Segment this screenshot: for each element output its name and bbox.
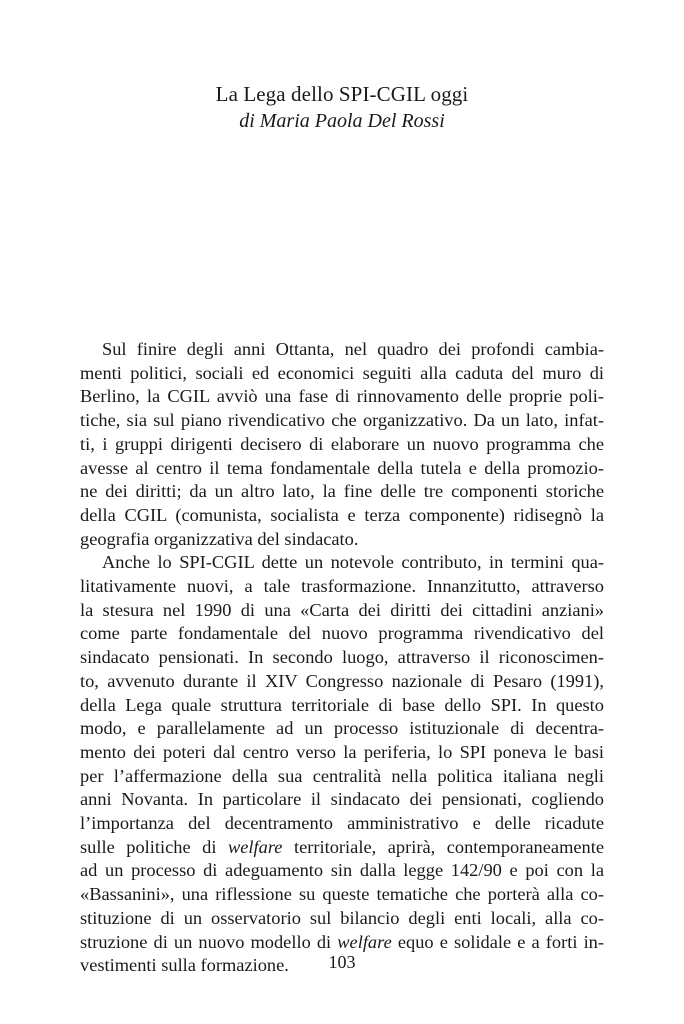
text-line: modo, e parallelamente ad un processo istituzionale di decentra- bbox=[80, 718, 604, 739]
text-line: l’importanza del decentramento amministrativo e delle ricadute bbox=[80, 813, 604, 834]
text-line: la stesura nel 1990 di una «Carta dei diritti dei cittadini anziani» bbox=[80, 599, 604, 620]
body-text bbox=[80, 338, 604, 978]
text-line: «Bassanini», una riflessione su queste tematiche che porterà alla co- bbox=[80, 884, 604, 905]
text-line: Anche lo SPI-CGIL dette un notevole contributo, in termini qua- bbox=[102, 552, 604, 573]
paragraph bbox=[80, 338, 604, 551]
text-line: geografia organizzativa del sindacato. bbox=[80, 528, 359, 549]
text-line: stituzione di un osservatorio sul bilancio degli enti locali, alla co- bbox=[80, 907, 604, 928]
text-line: come parte fondamentale del nuovo programma rivendicativo del bbox=[80, 623, 604, 644]
text-line: sulle politiche di welfare territoriale, aprirà, contemporaneamente bbox=[80, 836, 604, 857]
chapter-author: di Maria Paola Del Rossi bbox=[239, 110, 445, 132]
text-line: ti, i gruppi dirigenti decisero di elaborare un nuovo programma che bbox=[80, 433, 604, 454]
text-line: per l’affermazione della sua centralità nella politica italiana negli bbox=[80, 765, 604, 786]
chapter-title: La Lega dello SPI-CGIL oggi bbox=[215, 82, 469, 106]
text-line: Sul finire degli anni Ottanta, nel quadro dei profondi cambia- bbox=[102, 339, 604, 359]
text-line: tiche, sia sul piano rivendicativo che organizzativo. Da un lato, infat- bbox=[80, 410, 604, 431]
text-line: vestimenti sulla formazione. bbox=[80, 955, 289, 976]
text-line: struzione di un nuovo modello di welfare equo e solidale e a forti in- bbox=[80, 931, 605, 952]
text-line: ne dei diritti; da un altro lato, la fine delle tre componenti storiche bbox=[80, 481, 604, 502]
text-line: menti politici, sociali ed economici seguiti alla caduta del muro di bbox=[80, 362, 604, 383]
paragraph bbox=[80, 551, 604, 978]
text-line: sindacato pensionati. In secondo luogo, attraverso il riconoscimen- bbox=[80, 647, 604, 668]
text-line: Berlino, la CGIL avviò una fase di rinnovamento delle proprie poli- bbox=[80, 386, 604, 407]
chapter-header bbox=[0, 80, 684, 134]
text-line: della CGIL (comunista, socialista e terza componente) ridisegnò la bbox=[80, 504, 604, 525]
page-number: 103 bbox=[328, 952, 356, 972]
text-line: anni Novanta. In particolare il sindacato dei pensionati, cogliendo bbox=[80, 789, 604, 810]
text-line: ad un processo di adeguamento sin dalla legge 142/90 e poi con la bbox=[80, 860, 604, 881]
text-line: litativamente nuovi, a tale trasformazione. Innanzitutto, attraverso bbox=[80, 576, 604, 597]
text-line: avesse al centro il tema fondamentale della tutela e della promozio- bbox=[80, 457, 604, 478]
text-line: mento dei poteri dal centro verso la periferia, lo SPI poneva le basi bbox=[80, 741, 604, 762]
text-line: to, avvenuto durante il XIV Congresso nazionale di Pesaro (1991), bbox=[80, 670, 604, 691]
text-line: della Lega quale struttura territoriale di base dello SPI. In questo bbox=[80, 694, 604, 715]
